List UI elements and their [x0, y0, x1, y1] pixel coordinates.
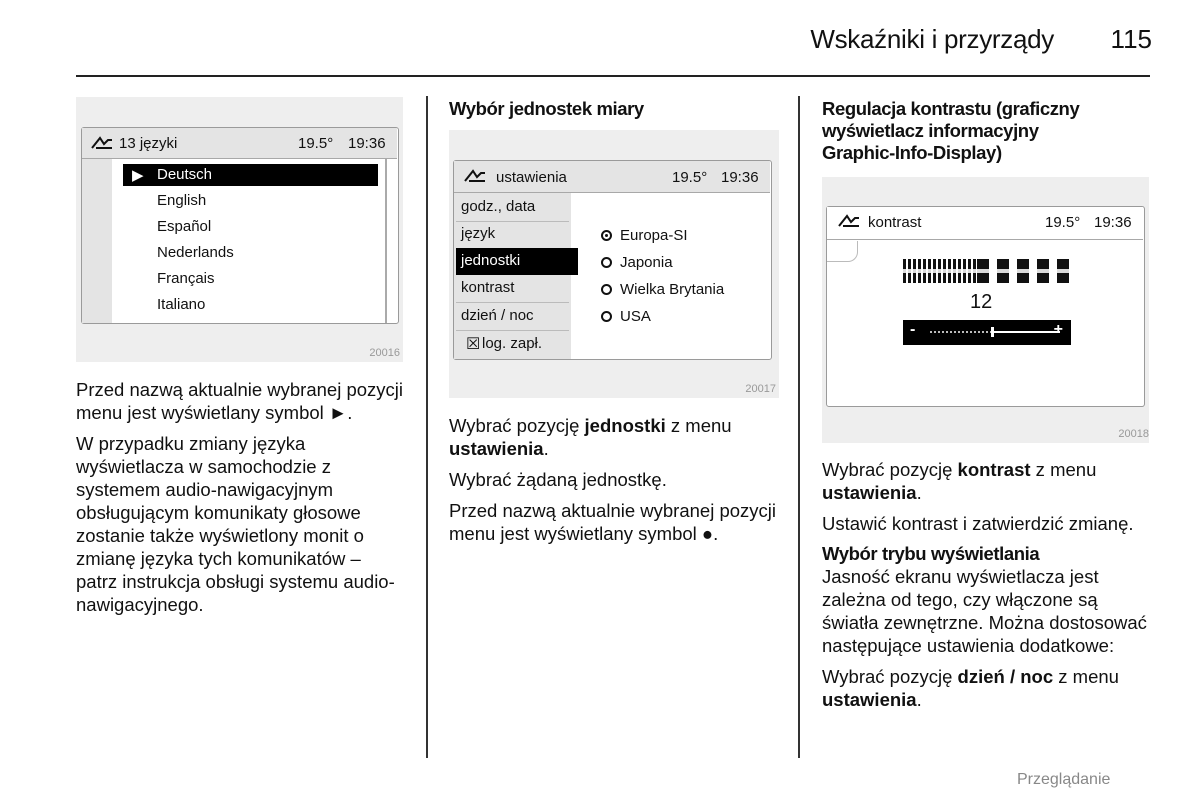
radio-option[interactable]	[601, 281, 724, 298]
menu-item-label: język	[461, 225, 496, 242]
menu-item-label: kontrast	[461, 279, 515, 296]
display-screen	[453, 160, 772, 360]
subheading: Wybór trybu wyświetlania	[822, 543, 1040, 564]
list-item[interactable]: Italiano	[157, 296, 206, 313]
figure-language-menu	[76, 97, 403, 362]
temperature-readout: 19.5°	[298, 135, 334, 152]
slider-minus-icon[interactable]: -	[910, 321, 916, 338]
running-header-title: Wskaźniki i przyrządy	[810, 24, 1054, 54]
figure-units-menu	[449, 130, 779, 398]
radio-option-label: Europa-SI	[620, 227, 688, 244]
list-item[interactable]: Español	[157, 218, 212, 235]
screen-scrollbar[interactable]	[385, 159, 387, 323]
radio-icon[interactable]	[601, 311, 612, 322]
radio-option[interactable]	[601, 254, 673, 271]
column-divider-1	[426, 96, 428, 758]
screen-title-bar	[454, 161, 770, 193]
radio-option-label: Wielka Brytania	[620, 281, 725, 298]
checkbox-icon[interactable]: ☒	[466, 336, 481, 353]
contrast-pattern-gap	[903, 269, 1070, 273]
menu-item-label: dzień / noc	[461, 307, 534, 324]
paragraph: Jasność ekranu wyświetlacza jest zależna od tego, czy włączone są światła zewnętrzne. Można dostosować następujące ustawienia dodatkowe:	[822, 566, 1147, 656]
paragraph: Wybrać pozycję dzień / noc z menu ustawienia.	[822, 666, 1119, 710]
radio-selected-icon[interactable]	[601, 230, 612, 241]
clock-readout: 19:36	[348, 135, 386, 152]
menu-item-label: godz., data	[461, 198, 536, 215]
column-3-text	[822, 458, 1152, 719]
paragraph: Wybrać pozycję jednostki z menu ustawienia.	[449, 415, 732, 459]
screen-title-bar	[82, 128, 397, 159]
paragraph: Przed nazwą aktualnie wybranej pozycji menu jest wyświetlany symbol ►.	[76, 379, 404, 423]
radio-option[interactable]	[601, 227, 688, 244]
paragraph: Przed nazwą aktualnie wybranej pozycji menu jest wyświetlany symbol ●.	[449, 500, 777, 544]
clock-readout: 19:36	[1094, 214, 1132, 231]
screen-title: ustawienia	[496, 169, 567, 186]
list-item[interactable]: English	[157, 192, 207, 209]
menu-item-label: log. zapł.	[482, 335, 543, 352]
list-item-label: Deutsch	[157, 166, 213, 183]
radio-option-label: Japonia	[620, 254, 673, 271]
screen-corner-decor	[827, 241, 858, 262]
section-heading: Regulacja kontrastu (graficzny wyświetlacz informacyjny Graphic-Info-Display)	[822, 98, 1080, 163]
paragraph: Wybrać żądaną jednostkę.	[449, 469, 667, 490]
clock-readout: 19:36	[721, 169, 759, 186]
screen-left-margin	[82, 159, 112, 323]
settings-symbol-icon	[837, 213, 861, 229]
screen-title-bar	[827, 207, 1143, 240]
menu-item-datetime[interactable]	[456, 194, 569, 222]
column-1-text	[76, 378, 406, 624]
menu-item-ignition-log[interactable]	[456, 331, 569, 358]
menu-item-units-selected[interactable]	[456, 248, 578, 275]
screen-title: kontrast	[868, 214, 922, 231]
header-rule	[76, 75, 1150, 77]
slider-thumb[interactable]	[991, 327, 994, 337]
paragraph: Wybrać pozycję kontrast z menu ustawienia.	[822, 459, 1097, 503]
menu-item-language[interactable]	[456, 222, 569, 249]
screen-title: 13 języki	[119, 135, 178, 152]
menu-item-contrast[interactable]	[456, 276, 569, 303]
column-divider-2	[798, 96, 800, 758]
list-item-selected[interactable]	[123, 164, 378, 186]
menu-item-daynight[interactable]	[456, 303, 569, 331]
list-item[interactable]: Français	[157, 270, 215, 287]
figure-number: 20018	[1118, 428, 1149, 440]
paragraph: W przypadku zmiany języka wyświetlacza w samochodzie z systemem audio-nawigacyjnym obsługującym komunikaty głosowe zostanie także wyświetlony monit o zmianę języka tych komunikatów – patrz instrukcja obsługi systemu audio-nawigacyjnego.	[76, 433, 395, 615]
radio-option[interactable]	[601, 308, 651, 325]
slider-fill	[992, 331, 1060, 333]
section-heading: Wybór jednostek miary	[449, 98, 644, 119]
footer-text: Przeglądanie	[1017, 771, 1111, 788]
list-item[interactable]: Nederlands	[157, 244, 234, 261]
radio-icon[interactable]	[601, 257, 612, 268]
settings-symbol-icon	[463, 168, 487, 184]
settings-symbol-icon	[90, 135, 114, 151]
figure-number: 20017	[745, 383, 776, 395]
page-number: 115	[1110, 24, 1152, 54]
temperature-readout: 19.5°	[1045, 214, 1081, 231]
figure-number: 20016	[369, 347, 400, 359]
menu-item-label: jednostki	[461, 252, 521, 269]
slider-plus-icon[interactable]: +	[1053, 321, 1063, 338]
paragraph: Ustawić kontrast i zatwierdzić zmianę.	[822, 513, 1134, 534]
temperature-readout: 19.5°	[672, 169, 708, 186]
column-2-text	[449, 414, 779, 553]
figure-contrast	[822, 177, 1149, 443]
selected-marker-icon: ▶	[132, 167, 144, 184]
contrast-value: 12	[970, 291, 993, 313]
display-screen	[81, 127, 399, 324]
radio-icon[interactable]	[601, 284, 612, 295]
display-screen	[826, 206, 1145, 407]
contrast-slider[interactable]	[903, 320, 1071, 345]
radio-option-label: USA	[620, 308, 651, 325]
